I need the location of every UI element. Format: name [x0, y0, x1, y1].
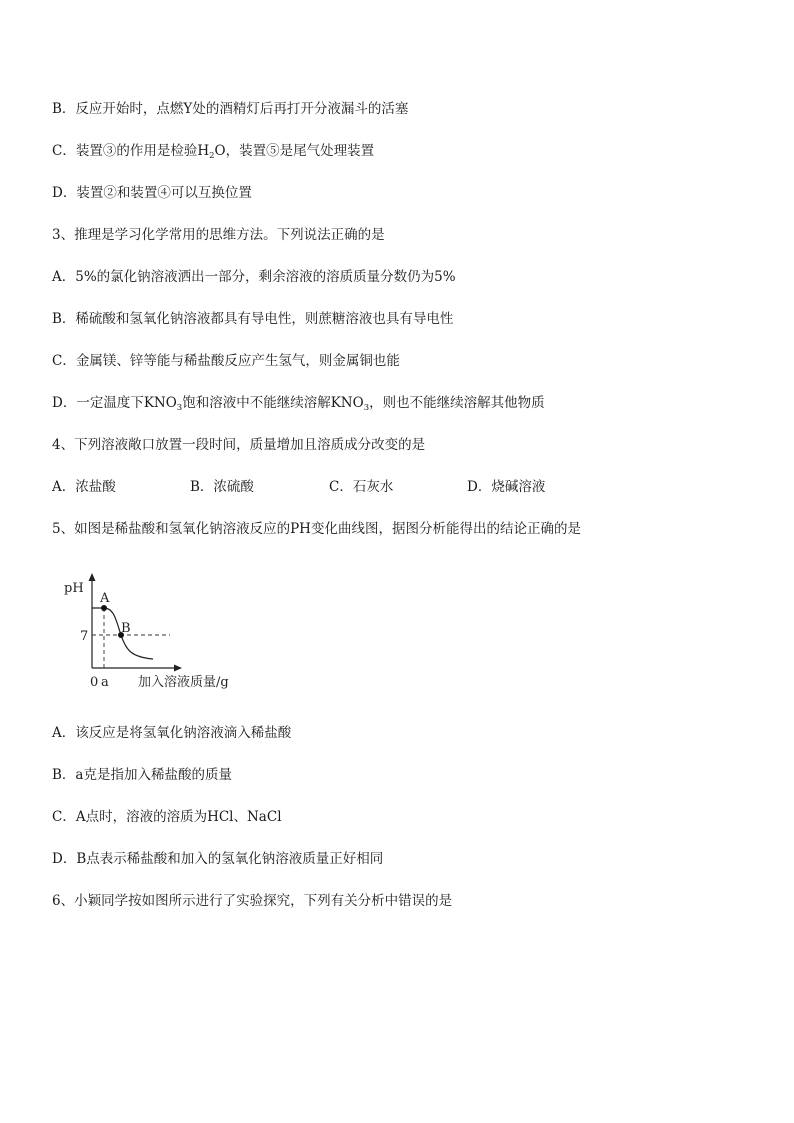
q3-option-d: D．一定温度下$KNO_3$饱和溶液中不能继续溶解$KNO_3$，则也不能继续溶解其他物质 [52, 395, 545, 413]
q3-option-c: C．金属镁、锌等能与稀盐酸反应产生氢气，则金属铜也能 [52, 353, 400, 369]
q2-option-d: D．装置②和装置④可以互换位置 [52, 185, 252, 201]
q5-option-d: D．B点表示稀盐酸和加入的氢氧化钠溶液质量正好相同 [52, 851, 384, 867]
y-tick-7: 7 [80, 629, 89, 644]
q5-option-b: B．a克是指加入稀盐酸的质量 [52, 767, 232, 783]
q4-option-a: A．浓盐酸 [52, 479, 116, 495]
q4-option-b: B．浓硫酸 [190, 479, 254, 495]
point-a-label: A [100, 591, 110, 606]
q6-stem: 6、小颖同学按如图所示进行了实验探究，下列有关分析中错误的是 [52, 893, 453, 909]
q3-stem: 3、推理是学习化学常用的思维方法。下列说法正确的是 [52, 227, 385, 243]
y-axis-arrow [89, 573, 96, 581]
q5-option-a: A．该反应是将氢氧化钠溶液滴入稀盐酸 [52, 725, 292, 741]
q3-option-a: A．5%的氯化钠溶液洒出一部分，剩余溶液的溶质质量分数仍为5% [52, 269, 456, 285]
q5-stem: 5、如图是稀盐酸和氢氧化钠溶液反应的PH变化曲线图，据图分析能得出的结论正确的是 [52, 521, 581, 537]
q4-stem: 4、下列溶液敞口放置一段时间，质量增加且溶质成分改变的是 [52, 437, 426, 453]
origin-label: 0 [90, 675, 99, 690]
x-axis-label: 加入溶液质量/g [138, 675, 229, 690]
q5-option-c: C．A点时，溶液的溶质为HCl、NaCl [52, 809, 282, 825]
y-axis-label: pH [64, 581, 84, 596]
point-b-label: B [121, 621, 131, 636]
ph-curve-graph [58, 568, 258, 694]
q2-option-b: B．反应开始时，点燃Y处的酒精灯后再打开分液漏斗的活塞 [52, 101, 409, 117]
x-axis-arrow [174, 665, 182, 672]
q4-option-d: D．烧碱溶液 [467, 479, 546, 495]
q3-option-b: B．稀硫酸和氢氧化钠溶液都具有导电性，则蔗糖溶液也具有导电性 [52, 311, 454, 327]
a-tick-label: a [101, 675, 109, 690]
q2-option-c: C．装置③的作用是检验$H_2O$，装置⑤是尾气处理装置 [52, 143, 375, 161]
q4-option-c: C．石灰水 [329, 479, 394, 495]
